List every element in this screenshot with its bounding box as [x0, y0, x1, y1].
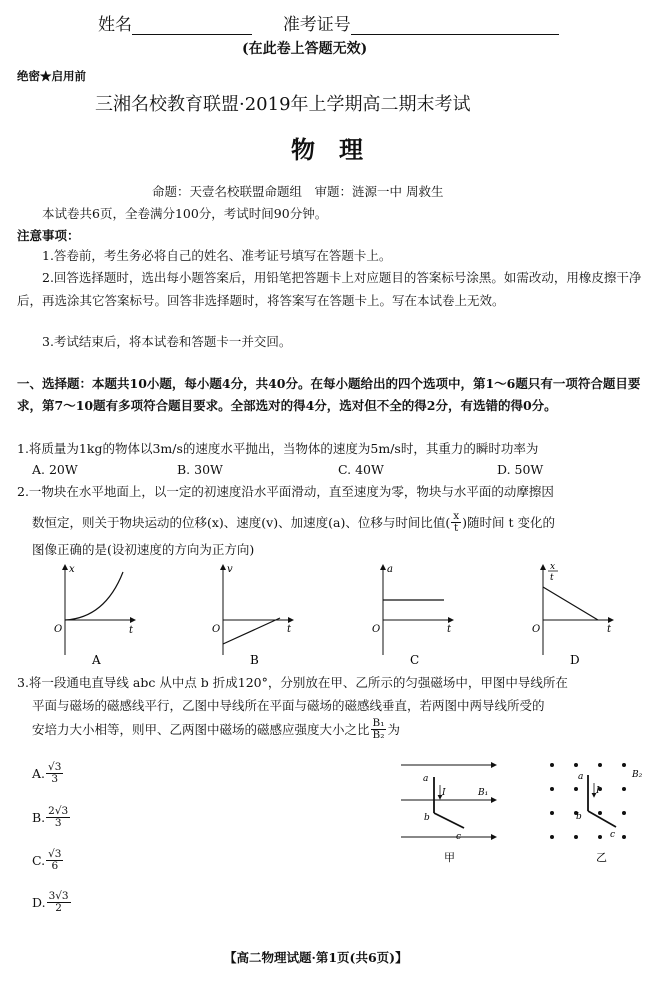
jia-label-a: a — [423, 774, 429, 784]
subject-title: 物 理 — [291, 135, 363, 164]
graph-a-curve — [65, 572, 123, 620]
q3-ratio-num: B₁ — [372, 717, 385, 729]
yi-caption: 乙 — [596, 851, 607, 864]
graph-b — [212, 564, 293, 667]
q3-stem-3 — [32, 718, 400, 741]
graph-c-origin: O — [372, 624, 381, 635]
graph-d-y-num: x — [550, 562, 556, 572]
q3-option-a — [32, 762, 64, 785]
graph-c — [372, 564, 453, 667]
q3-option-a-num: √3 — [48, 761, 62, 773]
q2-stem-2 — [32, 511, 555, 534]
q3-stem-3a: 安培力大小相等，则甲、乙两图中磁场的磁感应强度大小之比 — [32, 722, 370, 737]
q2-graphs — [50, 560, 650, 670]
q3-ratio-den: B₂ — [372, 729, 385, 741]
q2-stem-1: 2.一物块在水平地面上，以一定的初速度沿水平面滑动，直至速度为零，物块与水平面的动摩擦因 — [17, 484, 554, 499]
graph-a-y-label: x — [69, 564, 75, 575]
yi-label-a: a — [578, 772, 584, 782]
authors-line: 命题：天壹名校联盟命题组 审题：涟源一中 周救生 — [152, 184, 444, 199]
q3-stem-1: 3.将一段通电直导线 abc 从中点 b 折成120°，分别放在甲、乙所示的匀强磁场中，甲图中导线所在 — [17, 675, 568, 690]
q3-option-c-label: C. — [32, 853, 46, 868]
id-label: 准考证号 — [282, 15, 351, 35]
q3-option-c-den: 6 — [51, 860, 59, 872]
q3-option-d-frac — [47, 891, 71, 914]
jia-label-c: c — [456, 832, 462, 842]
jia-label-i: I — [442, 788, 446, 798]
wire-bc — [434, 813, 464, 828]
q3-option-a-label: A. — [32, 766, 46, 781]
secret-label: 绝密★启用前 — [17, 69, 86, 83]
notice-1: 1.答卷前，考生务必将自己的姓名、准考证号填写在答题卡上。 — [42, 248, 392, 263]
q3-option-c-num: √3 — [48, 848, 62, 860]
q3-stem-3b: 为 — [387, 722, 400, 737]
graph-b-origin: O — [212, 624, 221, 635]
graph-d-line — [543, 587, 598, 620]
q3-stem-2: 平面与磁场的磁感线平行，乙图中导线所在平面与磁场的磁感线垂直，若两图中两导线所受的 — [32, 698, 545, 713]
q1-option-d: D. 50W — [497, 462, 544, 477]
q2-stem-2a: 数恒定，则关于物块运动的位移(x)、速度(v)、加速度(a)、位移与时间比值( — [32, 515, 451, 530]
graph-a-label: A — [92, 653, 101, 667]
wire-bc-yi — [588, 811, 616, 827]
q2-stem-3: 图像正确的是(设初速度的方向为正方向) — [32, 542, 255, 557]
q1-option-b: B. 30W — [177, 462, 223, 477]
jia-label-b: b — [424, 813, 430, 823]
yi-label-c: c — [610, 830, 616, 840]
page-footer: 【高二物理试题·第1页(共6页)】 — [224, 950, 408, 965]
graph-c-label: C — [410, 653, 420, 667]
graph-d — [532, 562, 613, 667]
q3-option-b-den: 3 — [54, 817, 62, 829]
q3-option-b-frac — [46, 806, 70, 829]
q3-option-c-frac — [46, 849, 63, 872]
exam-title: 三湘名校教育联盟·2019年上学期高二期末考试 — [95, 94, 471, 115]
q3-option-d — [32, 891, 72, 914]
graph-b-x-label: t — [287, 624, 292, 635]
yi-label-b2: B₂ — [632, 770, 643, 780]
q1-option-a: A. 20W — [32, 462, 78, 477]
notice-2: 2.回答选择题时，选出每小题答案后，用铅笔把答题卡上对应题目的答案标号涂黑。如需改动，用橡皮擦干净后，再选涂其它答案标号。回答非选择题时，将答案写在答题卡上。写在本试卷上无效。 — [17, 270, 642, 308]
graph-a — [54, 564, 135, 667]
q1-stem: 1.将质量为1kg的物体以3m/s的速度水平抛出，当物体的速度为5m/s时，其重力的瞬时功率为 — [17, 441, 539, 456]
graph-b-label: B — [250, 653, 259, 667]
q3-option-a-frac — [46, 762, 63, 785]
graph-c-x-label: t — [447, 624, 452, 635]
q3-figure-yi — [540, 755, 650, 870]
name-blank — [132, 16, 252, 35]
q1-option-c: C. 40W — [338, 462, 384, 477]
q3-option-a-den: 3 — [51, 773, 59, 785]
q2-ratio-fraction — [451, 511, 461, 534]
jia-caption: 甲 — [444, 851, 455, 864]
notice-3: 3.考试结束后，将本试卷和答题卡一并交回。 — [42, 334, 292, 349]
yi-label-i: I — [596, 786, 600, 796]
q3-figure-jia — [396, 755, 506, 870]
id-blank — [351, 16, 559, 35]
graph-b-line — [223, 618, 280, 644]
graph-a-x-label: t — [129, 625, 134, 636]
notice-title: 注意事项： — [17, 228, 80, 243]
q3-option-b — [32, 806, 71, 829]
q2-ratio-den: t — [454, 522, 459, 534]
graph-a-origin: O — [54, 624, 63, 635]
q3-option-d-label: D. — [32, 895, 46, 910]
q3-ratio-fraction — [371, 718, 387, 741]
graph-d-origin: O — [532, 624, 541, 635]
q3-option-d-num: 3√3 — [48, 890, 69, 902]
graph-c-y-label: a — [387, 564, 393, 575]
yi-label-b: b — [576, 812, 582, 822]
graph-d-x-label: t — [607, 624, 612, 635]
q3-option-c — [32, 849, 64, 872]
name-label: 姓名 — [98, 15, 132, 35]
q2-stem-2b: )随时间 t 变化的 — [462, 515, 555, 530]
graph-d-label: D — [570, 653, 580, 667]
q3-option-b-num: 2√3 — [48, 805, 69, 817]
section-1-heading: 一、选择题：本题共10小题，每小题4分，共40分。在每小题给出的四个选项中，第1～6题只有一项符合题目要求，第7～10题有多项符合题目要求。全部选对的得4分，选对但不全的得2分，有选错的得0分。 — [17, 376, 641, 413]
graph-b-y-label: v — [227, 564, 233, 575]
q3-option-b-label: B. — [32, 810, 46, 825]
header-row — [98, 10, 559, 35]
q2-ratio-num: x — [453, 510, 460, 522]
intro-line: 本试卷共6页，全卷满分100分，考试时间90分钟。 — [42, 206, 328, 221]
invalid-note: (在此卷上答题无效) — [242, 41, 368, 57]
jia-label-b1: B₁ — [478, 788, 489, 798]
q3-option-d-den: 2 — [55, 902, 62, 914]
graph-d-y-den: t — [550, 573, 554, 583]
